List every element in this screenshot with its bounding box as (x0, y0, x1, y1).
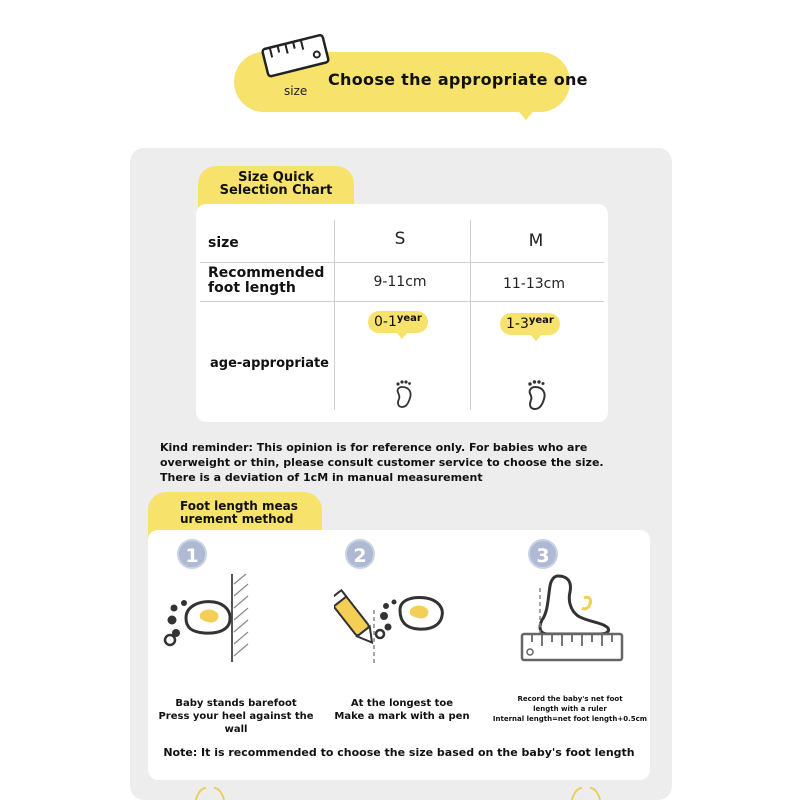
kind-reminder (160, 440, 630, 485)
table-divider-v1 (334, 220, 335, 410)
header-bubble-tail (514, 106, 538, 120)
step-1-number: 1 (177, 539, 207, 569)
bottom-decoration-right (566, 786, 606, 800)
table-divider-v2 (470, 220, 471, 410)
measurement-method-tag-line2: urement method (180, 512, 294, 526)
measurement-method-tag-line1: Foot length meas (180, 499, 298, 513)
table-divider-h2 (200, 301, 604, 302)
foot-length-s: 9-11cm (373, 274, 427, 290)
table-divider-h1 (200, 262, 604, 263)
step-3-caption-line3: Internal length=net foot length+0.5cm (492, 715, 648, 723)
age-m-badge (500, 313, 560, 335)
age-s-value: 0-1 (374, 314, 397, 330)
row-label-foot-length-line2: foot length (208, 280, 296, 296)
foot-length-m: 11-13cm (502, 276, 565, 292)
step-1-caption (148, 697, 324, 736)
foot-against-wall-icon (160, 570, 260, 666)
pen-mark-icon (334, 580, 450, 666)
ruler-icon (254, 24, 334, 84)
size-s: S (394, 229, 406, 249)
header-title: Choose the appropriate one (328, 70, 588, 89)
step-1-caption-line2: Press your heel against the wall (158, 711, 314, 735)
baby-foot-icon-s (392, 378, 416, 410)
foot-on-ruler-icon (518, 572, 626, 664)
age-m-value: 1-3 (506, 316, 529, 332)
bottom-decoration-left (190, 786, 230, 800)
size-m: M (528, 231, 544, 251)
row-label-size: size (208, 235, 239, 251)
age-s-badge (368, 311, 428, 333)
baby-foot-icon-m (524, 378, 550, 412)
kind-reminder-line1: Kind reminder: This opinion is for reference only. For babies who are (160, 441, 588, 454)
step-3-caption-line1: Record the baby's net foot (517, 695, 623, 703)
header-size-label: size (284, 84, 308, 98)
step-2-caption (316, 697, 488, 723)
step-3-number: 3 (528, 539, 558, 569)
size-note: Note: It is recommended to choose the size based on the baby's foot length (163, 746, 635, 759)
step-2-caption-line2: Make a mark with a pen (334, 711, 470, 722)
step-2-number: 2 (345, 539, 375, 569)
size-chart-tag-line1: Size Quick (238, 170, 314, 185)
kind-reminder-line3: There is a deviation of 1cM in manual measurement (160, 471, 483, 484)
step-3-caption (488, 694, 652, 724)
age-s-badge-tail (396, 332, 408, 339)
age-s-unit: year (396, 313, 422, 324)
step-3-caption-line2: length with a ruler (533, 705, 607, 713)
step-2-caption-line1: At the longest toe (350, 698, 454, 709)
age-m-badge-tail (530, 334, 542, 341)
row-label-age: age-appropriate (210, 356, 329, 371)
row-label-foot-length (208, 266, 324, 296)
kind-reminder-line2: overweight or thin, please consult customer service to choose the size. (160, 456, 604, 469)
size-chart-tag-line2: Selection Chart (219, 183, 333, 198)
age-m-unit: year (528, 315, 554, 326)
step-1-caption-line1: Baby stands barefoot (175, 698, 297, 709)
row-label-foot-length-line1: Recommended (208, 265, 325, 281)
